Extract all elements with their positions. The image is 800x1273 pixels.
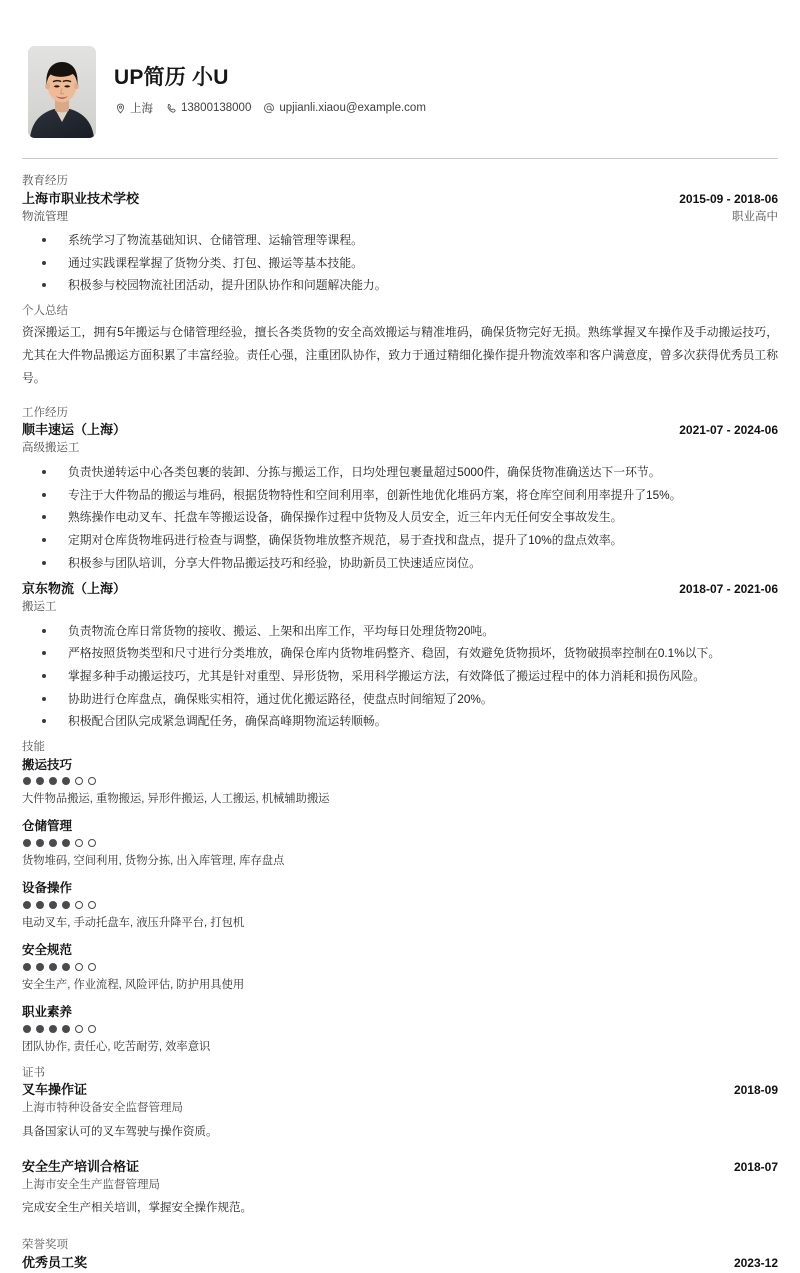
section-title-skills: 技能 — [22, 740, 45, 753]
rating-dot-filled — [36, 963, 44, 971]
rating-dot-empty — [88, 777, 96, 785]
resume-header — [22, 40, 778, 152]
section-education — [22, 173, 778, 297]
skill-keywords: 安全生产, 作业流程, 风险评估, 防护用具使用 — [22, 978, 245, 991]
list-item: 协助进行仓库盘点，确保账实相符，通过优化搬运路径，使盘点时间缩短了20%。 — [22, 688, 778, 711]
experience-date: 2018-07 - 2021-06 — [679, 582, 778, 597]
rating-dot-filled — [23, 901, 31, 909]
section-title-education: 教育经历 — [22, 175, 68, 187]
contact-phone-value: 13800138000 — [181, 102, 252, 115]
rating-dot-filled — [62, 777, 70, 785]
education-entry — [22, 190, 778, 297]
rating-dot-empty — [88, 839, 96, 847]
experience-company: 京东物流（上海） — [22, 581, 127, 597]
education-school: 上海市职业技术学校 — [22, 190, 140, 206]
experience-role: 高级搬运工 — [22, 442, 80, 455]
identity-block — [114, 64, 778, 120]
list-item: 专注于大件物品的搬运与堆码，根据货物特性和空间利用率，创新性地优化堆码方案，将仓库空间利用率提升了15%。 — [22, 484, 778, 507]
rating-dot-empty — [75, 901, 83, 909]
rating-dot-filled — [62, 963, 70, 971]
education-degree: 职业高中 — [732, 210, 778, 223]
rating-dot-filled — [23, 963, 31, 971]
rating-dot-filled — [49, 963, 57, 971]
experience-entry-2 — [22, 580, 778, 733]
skill-rating — [23, 777, 778, 785]
header-divider — [22, 158, 778, 159]
rating-dot-empty — [75, 1025, 83, 1033]
list-item: 积极参与校园物流社团活动，提升团队协作和问题解决能力。 — [22, 274, 778, 297]
experience-date: 2021-07 - 2024-06 — [679, 423, 778, 438]
skill-name: 职业素养 — [22, 1004, 73, 1019]
skill-rating — [23, 901, 778, 909]
section-title-awards: 荣誉奖项 — [22, 1239, 68, 1252]
rating-dot-filled — [36, 777, 44, 785]
skill-rating — [23, 1025, 778, 1033]
page-title: UP简历 小U — [114, 65, 229, 89]
rating-dot-filled — [49, 1025, 57, 1033]
education-date: 2015-09 - 2018-06 — [679, 191, 778, 206]
phone-icon — [165, 102, 177, 114]
contact-phone — [165, 102, 251, 114]
section-title-certificates: 证书 — [22, 1066, 45, 1079]
list-item: 积极配合团队完成紧急调配任务，确保高峰期物流运转顺畅。 — [22, 710, 778, 733]
list-item: 定期对仓库货物堆码进行检查与调整，确保货物堆放整齐规范，易于查找和盘点，提升了10%的盘点效率。 — [22, 529, 778, 552]
rating-dot-filled — [36, 901, 44, 909]
certificate-title: 叉车操作证 — [22, 1082, 88, 1098]
experience-entry-1 — [22, 421, 778, 574]
certificate-title: 安全生产培训合格证 — [22, 1158, 140, 1174]
skill-keywords: 团队协作, 责任心, 吃苦耐劳, 效率意识 — [22, 1040, 211, 1053]
section-skills — [22, 739, 778, 1056]
list-item: 通过实践课程掌握了货物分类、打包、搬运等基本技能。 — [22, 252, 778, 275]
list-item: 严格按照货物类型和尺寸进行分类堆放，确保仓库内货物堆码整齐、稳固，有效避免货物损坏，货物破损率控制在0.1%以下。 — [22, 642, 778, 665]
award-item — [22, 1254, 778, 1273]
section-certificates — [22, 1065, 778, 1220]
experience-bullets-1 — [22, 461, 778, 574]
education-major: 物流管理 — [22, 210, 68, 223]
skill-item — [22, 879, 778, 932]
rating-dot-filled — [36, 839, 44, 847]
rating-dot-empty — [88, 963, 96, 971]
list-item: 积极参与团队培训，分享大件物品搬运技巧和经验，协助新员工快速适应岗位。 — [22, 552, 778, 575]
rating-dot-empty — [75, 777, 83, 785]
award-date: 2023-12 — [733, 1255, 778, 1270]
certificate-item — [22, 1158, 778, 1220]
experience-company: 顺丰速运（上海） — [22, 422, 127, 438]
rating-dot-empty — [75, 963, 83, 971]
rating-dot-filled — [62, 1025, 70, 1033]
certificate-issuer: 上海市安全生产监督管理局 — [22, 1178, 160, 1191]
rating-dot-filled — [49, 901, 57, 909]
education-bullets — [22, 229, 778, 297]
contact-location-value: 上海 — [130, 103, 153, 116]
skill-rating — [23, 839, 778, 847]
award-title: 优秀员工奖 — [22, 1254, 88, 1270]
skill-item — [22, 756, 778, 809]
skill-keywords: 大件物品搬运, 重物搬运, 异形件搬运, 人工搬运, 机械辅助搬运 — [22, 793, 330, 806]
list-item: 系统学习了物流基础知识、仓储管理、运输管理等课程。 — [22, 229, 778, 252]
certificate-description: 具备国家认可的叉车驾驶与操作资质。 — [22, 1125, 218, 1138]
list-item: 负责物流仓库日常货物的接收、搬运、上架和出库工作，平均每日处理货物20吨。 — [22, 620, 778, 643]
skill-rating — [23, 963, 778, 971]
section-summary — [22, 303, 778, 390]
rating-dot-empty — [75, 839, 83, 847]
rating-dot-filled — [23, 777, 31, 785]
location-pin-icon — [114, 102, 126, 114]
skill-name: 仓储管理 — [22, 819, 73, 834]
certificate-date: 2018-09 — [733, 1083, 778, 1098]
skill-keywords: 电动叉车, 手动托盘车, 液压升降平台, 打包机 — [22, 916, 245, 929]
certificate-issuer: 上海市特种设备安全监督管理局 — [22, 1102, 183, 1115]
skill-keywords: 货物堆码, 空间利用, 货物分拣, 出入库管理, 库存盘点 — [22, 855, 285, 868]
contact-location — [114, 100, 153, 116]
certificate-date: 2018-07 — [733, 1159, 778, 1174]
rating-dot-filled — [23, 1025, 31, 1033]
certificate-item — [22, 1081, 778, 1143]
rating-dot-filled — [62, 901, 70, 909]
rating-dot-filled — [23, 839, 31, 847]
certificate-description: 完成安全生产相关培训，掌握安全操作规范。 — [22, 1202, 252, 1215]
skill-item — [22, 1003, 778, 1056]
rating-dot-filled — [36, 1025, 44, 1033]
skill-name: 搬运技巧 — [22, 757, 73, 772]
experience-role: 搬运工 — [22, 601, 57, 614]
avatar — [28, 46, 96, 138]
contact-email-value: upjianli.xiaou@example.com — [279, 102, 426, 115]
list-item: 负责快递转运中心各类包裹的装卸、分拣与搬运工作，日均处理包裹量超过5000件，确保货物准确送达下一环节。 — [22, 461, 778, 484]
rating-dot-filled — [62, 839, 70, 847]
rating-dot-empty — [88, 901, 96, 909]
skill-name: 安全规范 — [22, 943, 73, 957]
contact-row — [114, 100, 778, 116]
summary-text: 资深搬运工，拥有5年搬运与仓储管理经验，擅长各类货物的安全高效搬运与精准堆码，确保货物完好无损。熟练掌握叉车操作及手动搬运技巧，尤其在大件物品搬运方面积累了丰富经验。责任心强，注重团队协作，致力于通过精细化操作提升物流效率和客户满意度，曾多次获得优秀员工称号。 — [22, 324, 778, 385]
skill-name: 设备操作 — [22, 881, 73, 896]
section-title-experience: 工作经历 — [22, 406, 68, 419]
skill-item — [22, 817, 778, 870]
list-item: 掌握多种手动搬运技巧，尤其是针对重型、异形货物，采用科学搬运方法，有效降低了搬运过程中的体力消耗和损伤风险。 — [22, 665, 778, 688]
skill-item — [22, 941, 778, 994]
email-at-icon — [263, 102, 275, 114]
section-experience — [22, 405, 778, 733]
rating-dot-filled — [49, 839, 57, 847]
contact-email — [263, 102, 426, 114]
section-title-summary: 个人总结 — [22, 305, 68, 318]
rating-dot-empty — [88, 1025, 96, 1033]
section-awards — [22, 1237, 778, 1273]
list-item: 熟练操作电动叉车、托盘车等搬运设备，确保操作过程中货物及人员安全，近三年内无任何安全事故发生。 — [22, 506, 778, 529]
rating-dot-filled — [49, 777, 57, 785]
experience-bullets-2 — [22, 620, 778, 733]
